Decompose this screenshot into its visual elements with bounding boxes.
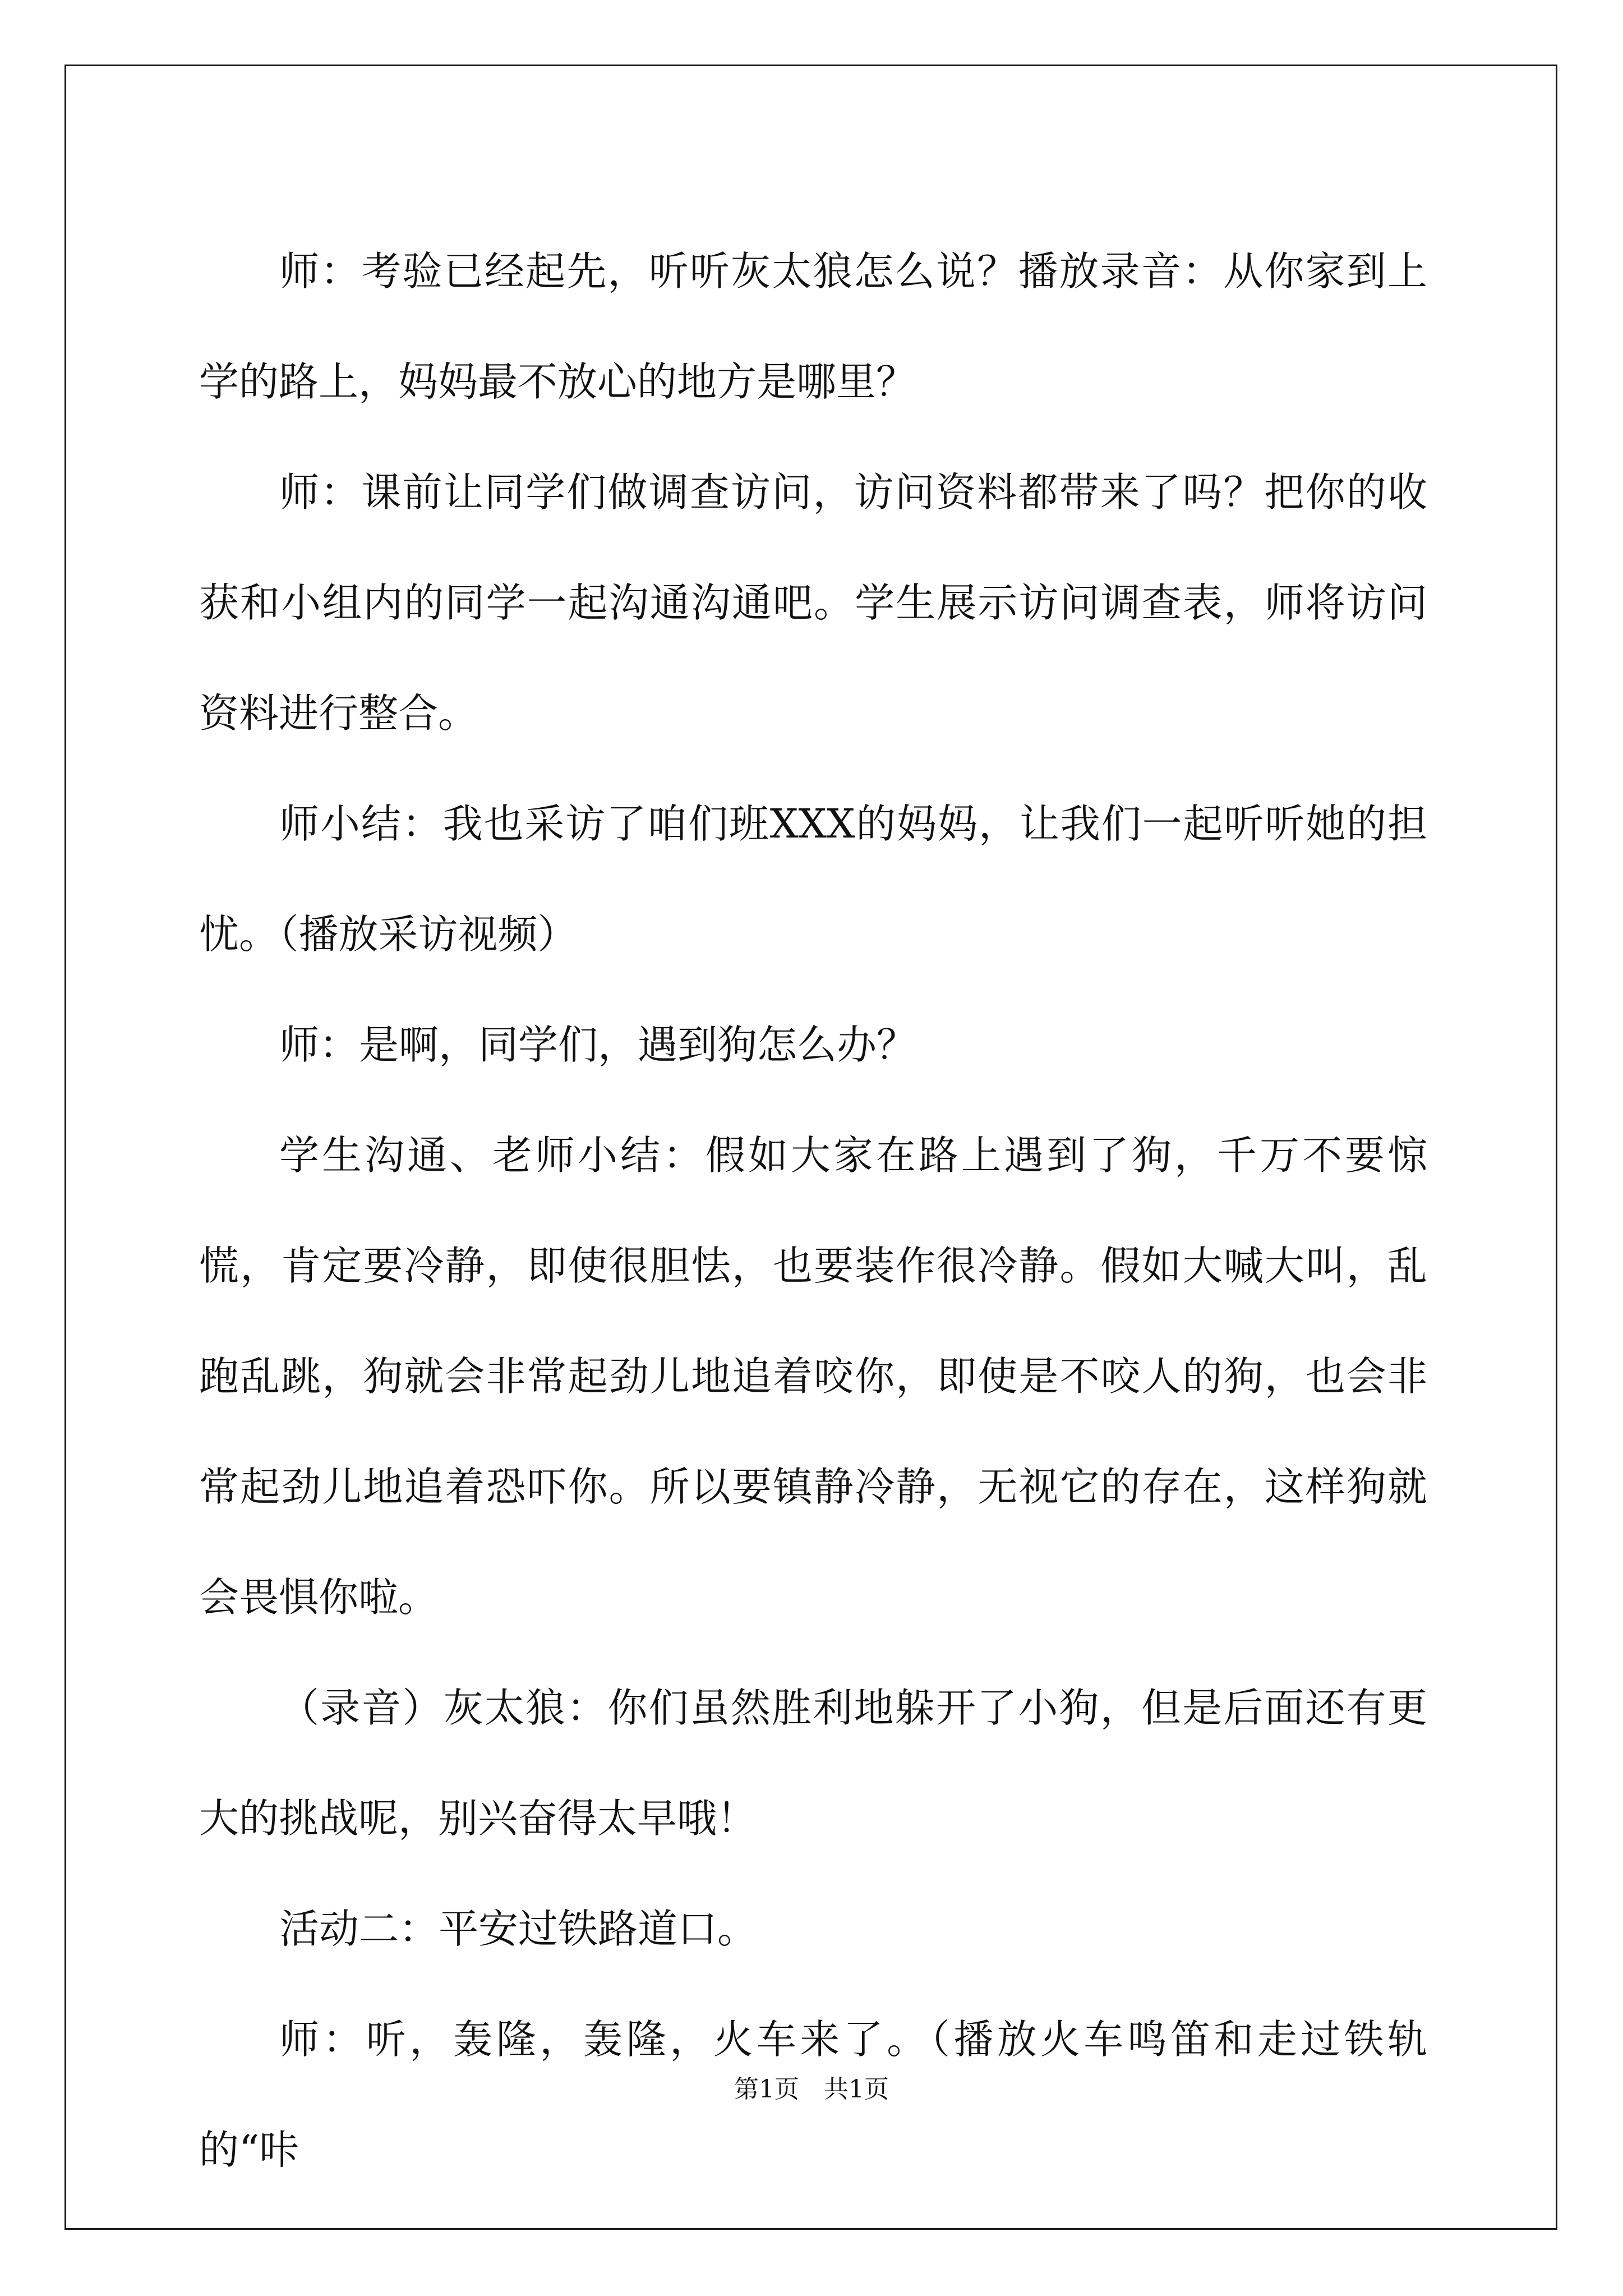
- page-number: 第1页: [734, 2075, 799, 2104]
- paragraph: 师小结：我也采访了咱们班XXX的妈妈，让我们一起听听她的担忧。（播放采访视频）: [199, 800, 1427, 958]
- paragraph: 师：听，轰隆，轰隆，火车来了。（播放火车鸣笛和走过铁轨的“咔: [199, 2016, 1427, 2173]
- paragraph: 活动二：平安过铁路道口。: [279, 1906, 758, 1952]
- paragraph: （录音）灰太狼：你们虽然胜利地躲开了小狗，但是后面还有更大的挑战呢，别兴奋得太早哦！: [199, 1685, 1427, 1842]
- paragraph: 师：是啊，同学们，遇到狗怎么办？: [279, 1022, 917, 1068]
- paragraph: 师：考验已经起先，听听灰太狼怎么说？播放录音：从你家到上学的路上，妈妈最不放心的地方是哪里？: [199, 248, 1427, 405]
- page-footer: [0, 2073, 1623, 2106]
- page-total: 共1页: [824, 2075, 889, 2104]
- paragraph: 学生沟通、老师小结：假如大家在路上遇到了狗，千万不要惊慌，肯定要冷静，即使很胆怯，也要装作很冷静。假如大喊大叫，乱跑乱跳，狗就会非常起劲儿地追着咬你，即使是不咬人的狗，也会非常起劲儿地追着恐吓你。所以要镇静冷静，无视它的存在，这样狗就会畏惧你啦。: [199, 1132, 1427, 1621]
- document-body: [199, 216, 1427, 2205]
- paragraph: 师：课前让同学们做调查访问，访问资料都带来了吗？把你的收获和小组内的同学一起沟通沟通吧。学生展示访问调查表，师将访问资料进行整合。: [199, 469, 1427, 737]
